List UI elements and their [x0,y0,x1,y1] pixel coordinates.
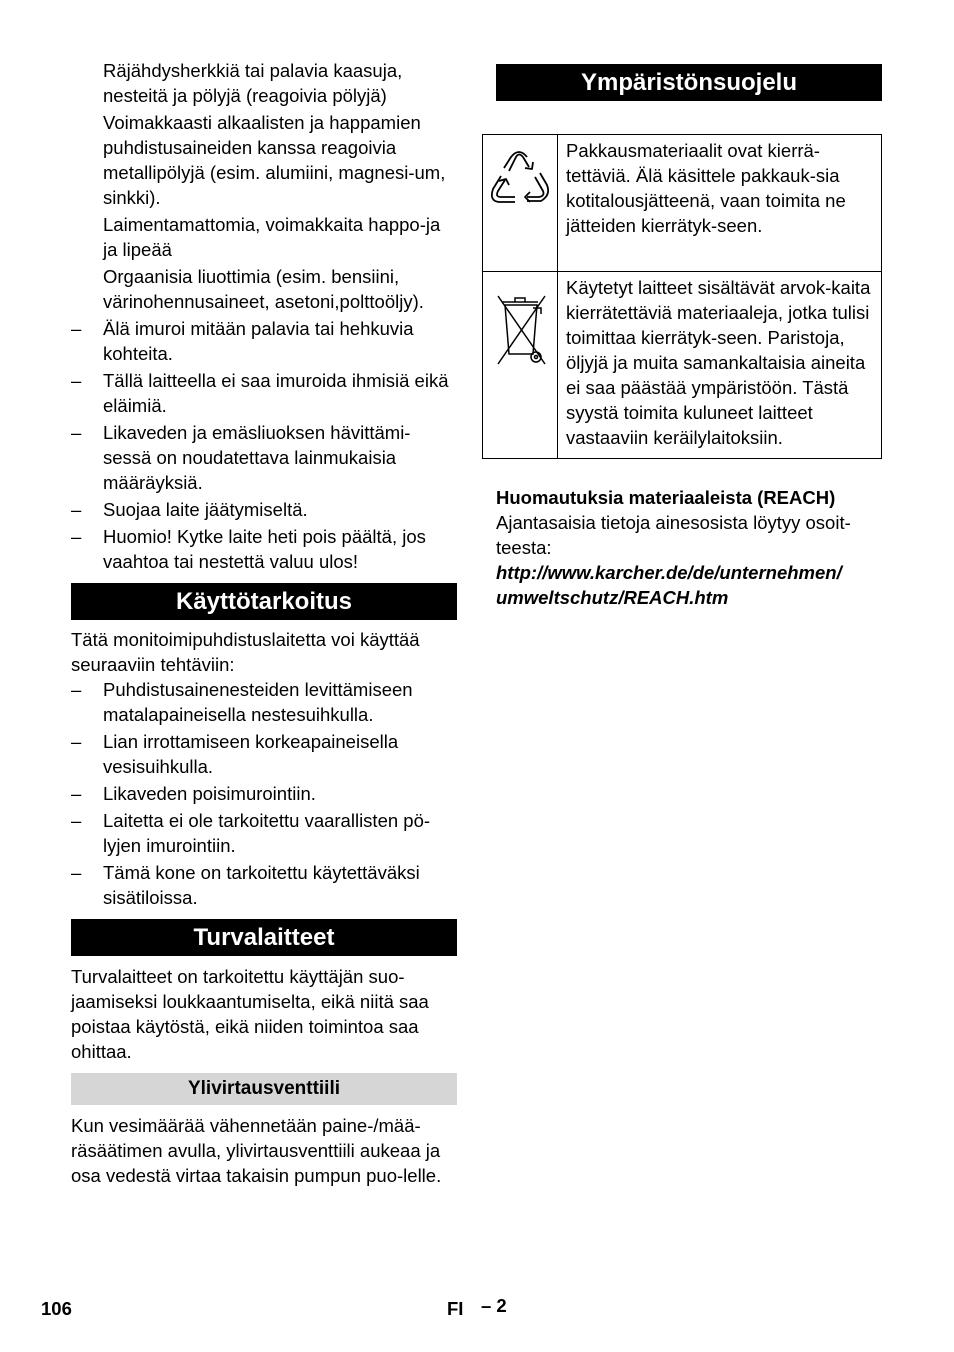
reach-link[interactable]: http://www.karcher.de/de/unternehmen/ umweltschutz/REACH.htm [496,562,842,608]
hazard-list [71,58,457,314]
section-intro: Tätä monitoimipuhdistuslaitetta voi käyttää seuraaviin tehtäviin: [71,629,420,675]
usage-item: – Tämä kone on tarkoitettu käytettäväksi sisätiloissa. [71,860,457,910]
environment-table [482,134,882,459]
subsection-heading-ylivirtausventtiili: Ylivirtausventtiili [71,1073,457,1105]
section-number: – 2 [481,1295,507,1316]
hazard-item: Voimakkaasti alkaalisten ja happamien puhdistusaineiden kanssa reagoivia metallipölyjä (esim. alumiini, magnesi-um, sinkki). [103,112,446,208]
language-code: FI [447,1298,464,1319]
warning-item: – Älä imuroi mitään palavia tai hehkuvia kohteita. [71,316,457,366]
warning-item: – Likaveden ja emäsliuoksen hävittämi-sessä on noudatettava lainmukaisia määräyksiä. [71,420,457,495]
environment-table-wrap [482,134,882,459]
hazard-item: Räjähdysherkkiä tai palavia kaasuja, nesteitä ja pölyjä (reagoivia pölyjä) [103,60,403,106]
section-text: Turvalaitteet on tarkoitettu käyttäjän suo-jaamiseksi loukkaantumiselta, eikä niitä saa poistaa käytöstä, eikä niiden toimintoa saa ohittaa. [71,966,429,1062]
usage-item: – Laitetta ei ole tarkoitettu vaarallisten pö-lyjen imurointiin. [71,808,457,858]
warning-list [71,316,457,574]
right-column [496,64,882,101]
reach-text: Ajantasaisia tietoja ainesosista löytyy osoit-teesta: [496,512,851,558]
warning-item: – Suojaa laite jäätymiseltä. [71,497,457,522]
left-column [71,58,457,1188]
recycling-text-cell: Pakkausmateriaalit ovat kierrä-tettäviä. Älä käsittele pakkauk-sia kotitalousjätteenä, vaan toimita ne jätteiden kierrätyk-seen. [558,135,882,272]
recycling-icon [483,135,557,225]
disposal-text-cell: Käytetyt laitteet sisältävät arvok-kaita kierrätettäviä materiaaleja, jotka tulisi toimittaa kierrätyk-seen. Paristoja, öljyjä ja muita samankaltaisia aineita ei saa päästää ympäristöön. Tästä syystä toimita kuluneet laitteet vastaaviin keräilylaitoksiin. [558,272,882,459]
warning-item: – Huomio! Kytke laite heti pois päältä, jos vaahtoa tai nestettä valuu ulos! [71,524,457,574]
usage-list [71,677,457,910]
hazard-item: Orgaanisia liuottimia (esim. bensiini, värinohennusaineet, asetoni,polttoöljy). [103,266,424,312]
usage-item: – Puhdistusainenesteiden levittämiseen matalapaineisella nestesuihkulla. [71,677,457,727]
table-row [483,135,882,272]
reach-heading: Huomautuksia materiaaleista (REACH) [496,487,836,508]
section-heading-turvalaitteet: Turvalaitteet [71,919,457,956]
reach-section [496,485,886,610]
usage-item: – Lian irrottamiseen korkeapaineisella vesisuihkulla. [71,729,457,779]
usage-item: – Likaveden poisimurointiin. [71,781,457,806]
crossed-out-bin-icon [483,272,557,372]
page-number: 106 [41,1298,72,1319]
icon-cell [483,135,558,272]
hazard-item: Laimentamattomia, voimakkaita happo-ja ja lipeää [103,214,441,260]
icon-cell [483,272,558,459]
table-row [483,272,882,459]
section-heading-ymparistonsuojelu: Ympäristönsuojelu [496,64,882,101]
warning-item: – Tällä laitteella ei saa imuroida ihmisiä eikä eläimiä. [71,368,457,418]
subsection-text: Kun vesimäärää vähennetään paine-/mää-räsäätimen avulla, ylivirtausventtiili aukeaa ja osa vedestä virtaa takaisin pumpun puo-lelle. [71,1115,442,1186]
section-heading-kayttotarkoitus: Käyttötarkoitus [71,583,457,620]
